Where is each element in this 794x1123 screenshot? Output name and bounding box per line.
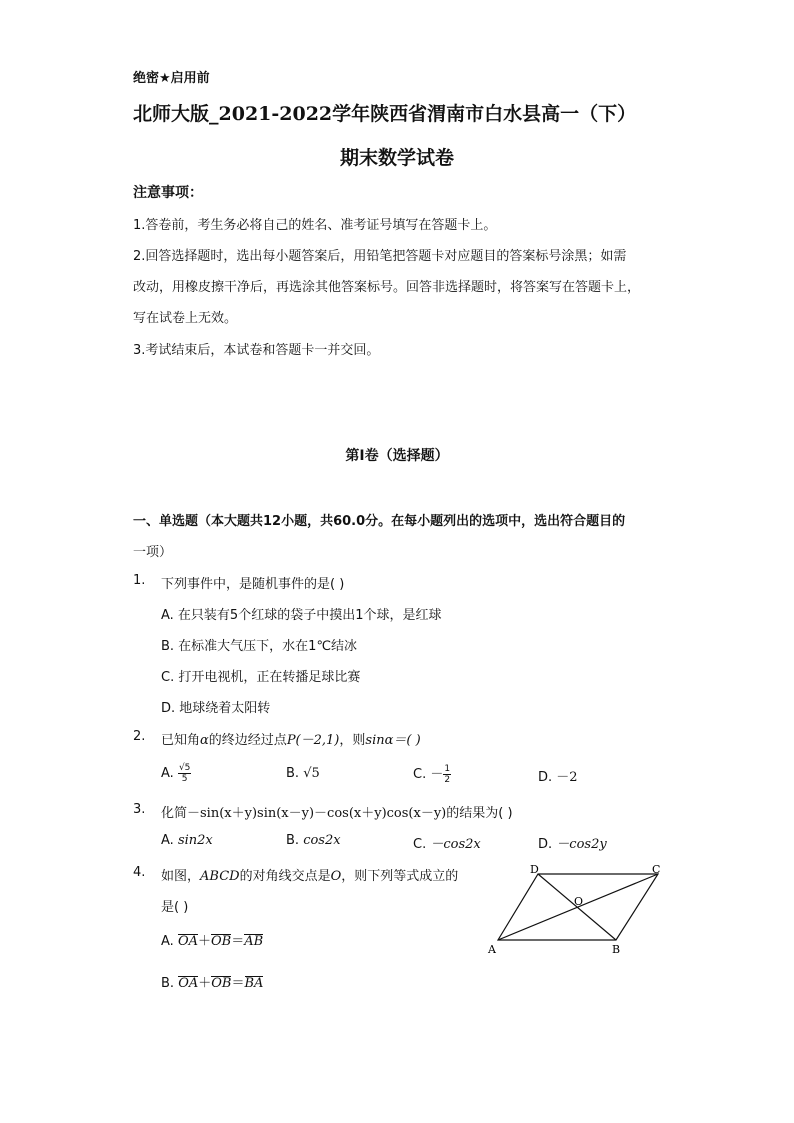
stem-text: 化简 [161,806,188,821]
question-stem-cont: 是( ) [161,900,189,915]
vertex-label-b: B [612,943,621,956]
option-a [161,930,263,949]
question-stem: 下列事件中，是随机事件的是( ) [161,577,345,592]
equals-sign: ＝ [231,976,245,991]
option-b: B. 在标准大气压下，水在1℃结冰 [161,639,358,654]
option-value: cos2x [303,833,341,848]
numerator: 1 [444,764,451,774]
vector-ab: AB [244,934,264,949]
part-heading-cont: 一项） [133,545,173,560]
option-value: －2 [556,770,578,785]
plus-sign: ＋ [198,976,212,991]
option-d [538,766,578,785]
option-b [286,766,320,781]
fraction [178,763,191,784]
option-label: D. [538,770,553,785]
question-stem [161,802,513,821]
notes-item: 1.答卷前，考生务必将自己的姓名、准考证号填写在答题卡上。 [133,218,497,233]
option-label: B. [286,766,300,781]
option-label: D. [538,837,553,852]
plus-sign: ＋ [197,934,211,949]
part-heading: 一、单选题（本大题共12小题，共60.0分。在每小题列出的选项中，选出符合题目的 [133,514,626,529]
notes-heading: 注意事项： [133,185,203,201]
vector-oa: OA [177,934,198,949]
option-label: B. [286,833,300,848]
question-number: 3. [133,802,146,817]
notes-item: 改动，用橡皮擦干净后，再选涂其他答案标号。回答非选择题时，将答案写在答题卡上， [133,280,641,295]
question-number: 1. [133,573,146,588]
stem-text: 的结果为( ) [446,806,513,821]
option-value: √5 [303,766,320,781]
vector-oa: OA [178,976,199,991]
option-b [286,833,341,848]
option-label: C. [413,767,427,782]
numerator: √5 [178,763,191,773]
option-a [161,763,191,784]
option-label: A. [161,934,174,949]
vector-ob: OB [211,934,232,949]
exam-title-line2: 期末数学试卷 [339,147,454,169]
fraction [443,764,451,785]
stem-text: ，则下列等式成立的 [341,869,459,884]
question-number: 4. [133,865,146,880]
option-label: A. [161,766,174,781]
sin-expression: sinα＝( ) [365,733,421,748]
quad-name: ABCD [200,869,240,884]
vertex-label-c: C [652,863,661,876]
center-label-o: O [574,895,584,908]
stem-text: 如图， [161,869,201,884]
vertex-label-a: A [488,943,496,956]
point-o: O [330,869,342,884]
option-label: B. [161,976,175,991]
question-stem [161,729,421,748]
stem-text: 的对角线交点是 [239,869,331,884]
trig-expression: －sin(x＋y)sin(x－y)－cos(x＋y)cos(x－y) [187,806,447,821]
notes-item: 2.回答选择题时，选出每小题答案后，用铅笔把答题卡对应题目的答案标号涂黑；如需 [133,249,627,264]
question-number: 2. [133,729,146,744]
option-d: D. 地球绕着太阳转 [161,701,271,716]
notes-item: 3.考试结束后，本试卷和答题卡一并交回。 [133,343,380,358]
stem-text: 已知角 [161,733,201,748]
section-title: 第I卷（选择题） [345,448,449,464]
denominator: 2 [444,775,451,785]
parallelogram-figure [484,862,674,962]
option-a [161,833,213,848]
question-stem [161,865,458,884]
option-a: A. 在只装有5个红球的袋子中摸出1个球，是红球 [161,608,442,623]
option-b [161,972,263,991]
equals-sign: ＝ [231,934,245,949]
option-value: －cos2y [556,837,607,852]
stem-text: 的终边经过点 [208,733,287,748]
option-value: －cos2x [430,837,481,852]
option-value: sin2x [177,833,213,848]
option-c [413,763,451,785]
minus-sign: － [430,767,444,782]
vertex-label-d: D [530,863,539,876]
vector-ba: BA [244,976,264,991]
option-d [538,833,607,852]
vector-ob: OB [211,976,232,991]
option-label: A. [161,833,174,848]
denominator: 5 [181,774,188,784]
exam-title-line1: 北师大版_2021-2022学年陕西省渭南市白水县高一（下） [133,103,637,125]
alpha-symbol: α [200,733,209,748]
option-c [413,833,481,852]
stem-text: ，则 [339,733,366,748]
confidential-label: 绝密★启用前 [133,71,210,86]
notes-item: 写在试卷上无效。 [133,311,238,326]
option-label: C. [413,837,427,852]
option-c: C. 打开电视机，正在转播足球比赛 [161,670,361,685]
point-expression: P(－2,1) [286,733,340,748]
